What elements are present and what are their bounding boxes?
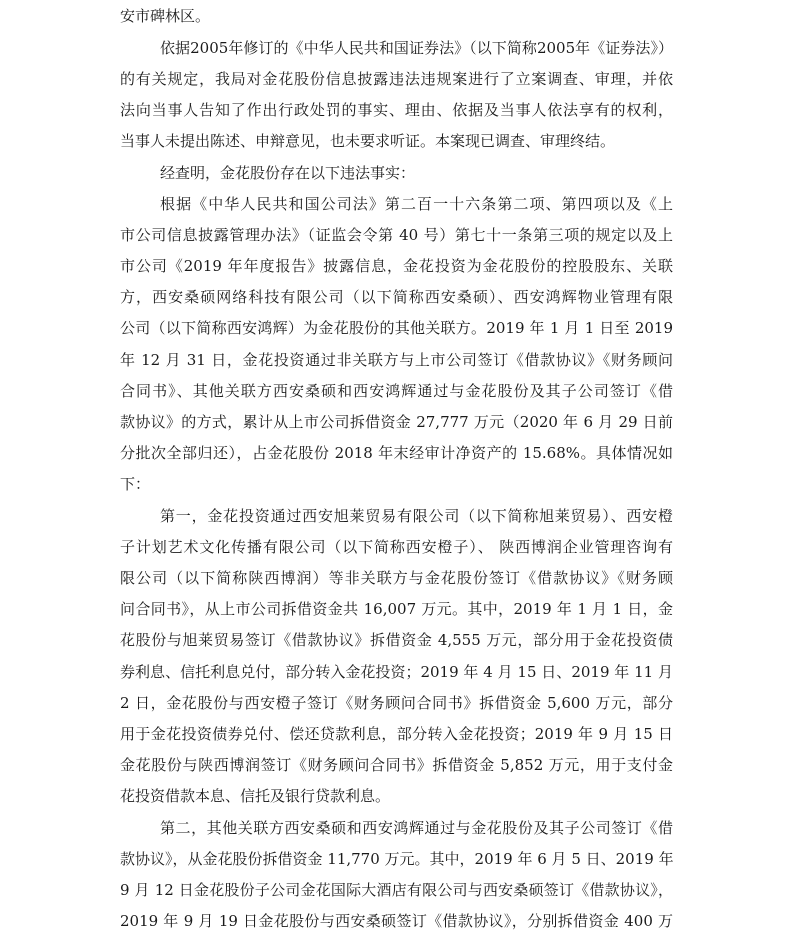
- text-line: 9 月 12 日金花股份子公司金花国际大酒店有限公司与西安桑硕签订《借款协议》，: [120, 881, 673, 899]
- text-line: 花投资借款本息、信托及银行贷款利息。: [120, 787, 391, 805]
- text-line: 款协议》，从金花股份拆借资金 11,770 万元。其中，2019 年 6 月 5 日、2019 年: [120, 850, 674, 868]
- text-line: 法向当事人告知了作出行政处罚的事实、理由、依据及当事人依法享有的权利，: [120, 101, 673, 119]
- text-line: 下：: [120, 475, 151, 493]
- text-line: 金花股份与陕西博润签订《财务顾问合同书》拆借资金 5,852 万元，用于支付金: [120, 756, 673, 774]
- text-line: 花股份与旭莱贸易签订《借款协议》拆借资金 4,555 万元，部分用于金花投资债: [120, 631, 673, 649]
- text-line: 合同书》、其他关联方西安桑硕和西安鸿辉通过与金花股份及其子公司签订《借: [120, 382, 673, 400]
- text-line: 子计划艺术文化传播有限公司（以下简称西安橙子）、 陕西博润企业管理咨询有: [120, 538, 673, 556]
- text-line: 市公司信息披露管理办法》（证监会令第 40 号）第七十一条第三项的规定以及上: [120, 226, 673, 244]
- text-line: 2019 年 9 月 19 日金花股份与西安桑硕签订《借款协议》，分别拆借资金 400 万: [120, 912, 673, 930]
- text-line: 方，西安桑硕网络科技有限公司（以下简称西安桑硕）、西安鸿辉物业管理有限: [120, 288, 673, 306]
- text-line: 用于金花投资债券兑付、偿还贷款利息，部分转入金花投资；2019 年 9 月 15 日: [120, 725, 673, 743]
- text-line: 的有关规定，我局对金花股份信息披露违法违规案进行了立案调查、审理，并依: [120, 70, 673, 88]
- text-line: 款协议》的方式，累计从上市公司拆借资金 27,777 万元（2020 年 6 月 29 日前: [120, 413, 673, 431]
- text-line: 市公司《2019 年年度报告》披露信息，金花投资为金花股份的控股股东、关联: [120, 257, 673, 275]
- text-line: 券利息、信托利息兑付，部分转入金花投资；2019 年 4 月 15 日、2019 年 11 月: [120, 663, 673, 681]
- text-line: 第一，金花投资通过西安旭莱贸易有限公司（以下简称旭莱贸易）、西安橙: [160, 507, 673, 525]
- text-line: 分批次全部归还），占金花股份 2018 年末经审计净资产的 15.68%。具体情况如: [120, 444, 673, 462]
- text-line: 限公司（以下简称陕西博润）等非关联方与金花股份签订《借款协议》《财务顾: [120, 569, 673, 587]
- text-line: 2 日，金花股份与西安橙子签订《财务顾问合同书》拆借资金 5,600 万元，部分: [120, 694, 673, 712]
- text-line: 问合同书》，从上市公司拆借资金共 16,007 万元。其中，2019 年 1 月 1 日，金: [120, 600, 673, 618]
- text-line: 当事人未提出陈述、申辩意见，也未要求听证。本案现已调查、审理终结。: [120, 132, 616, 150]
- text-line: 依据2005年修订的《中华人民共和国证券法》（以下简称2005年《证券法》）: [160, 39, 673, 57]
- text-line: 经查明，金花股份存在以下违法事实：: [160, 164, 416, 182]
- text-line: 公司（以下简称西安鸿辉）为金花股份的其他关联方。2019 年 1 月 1 日至 2019: [120, 319, 673, 337]
- text-line: 年 12 月 31 日，金花投资通过非关联方与上市公司签订《借款协议》《财务顾问: [120, 351, 673, 369]
- text-line: 安市碑林区。: [120, 7, 211, 25]
- text-line: 第二，其他关联方西安桑硕和西安鸿辉通过与金花股份及其子公司签订《借: [160, 819, 673, 837]
- text-line: 根据《中华人民共和国公司法》第二百一十六条第二项、第四项以及《上: [160, 195, 673, 213]
